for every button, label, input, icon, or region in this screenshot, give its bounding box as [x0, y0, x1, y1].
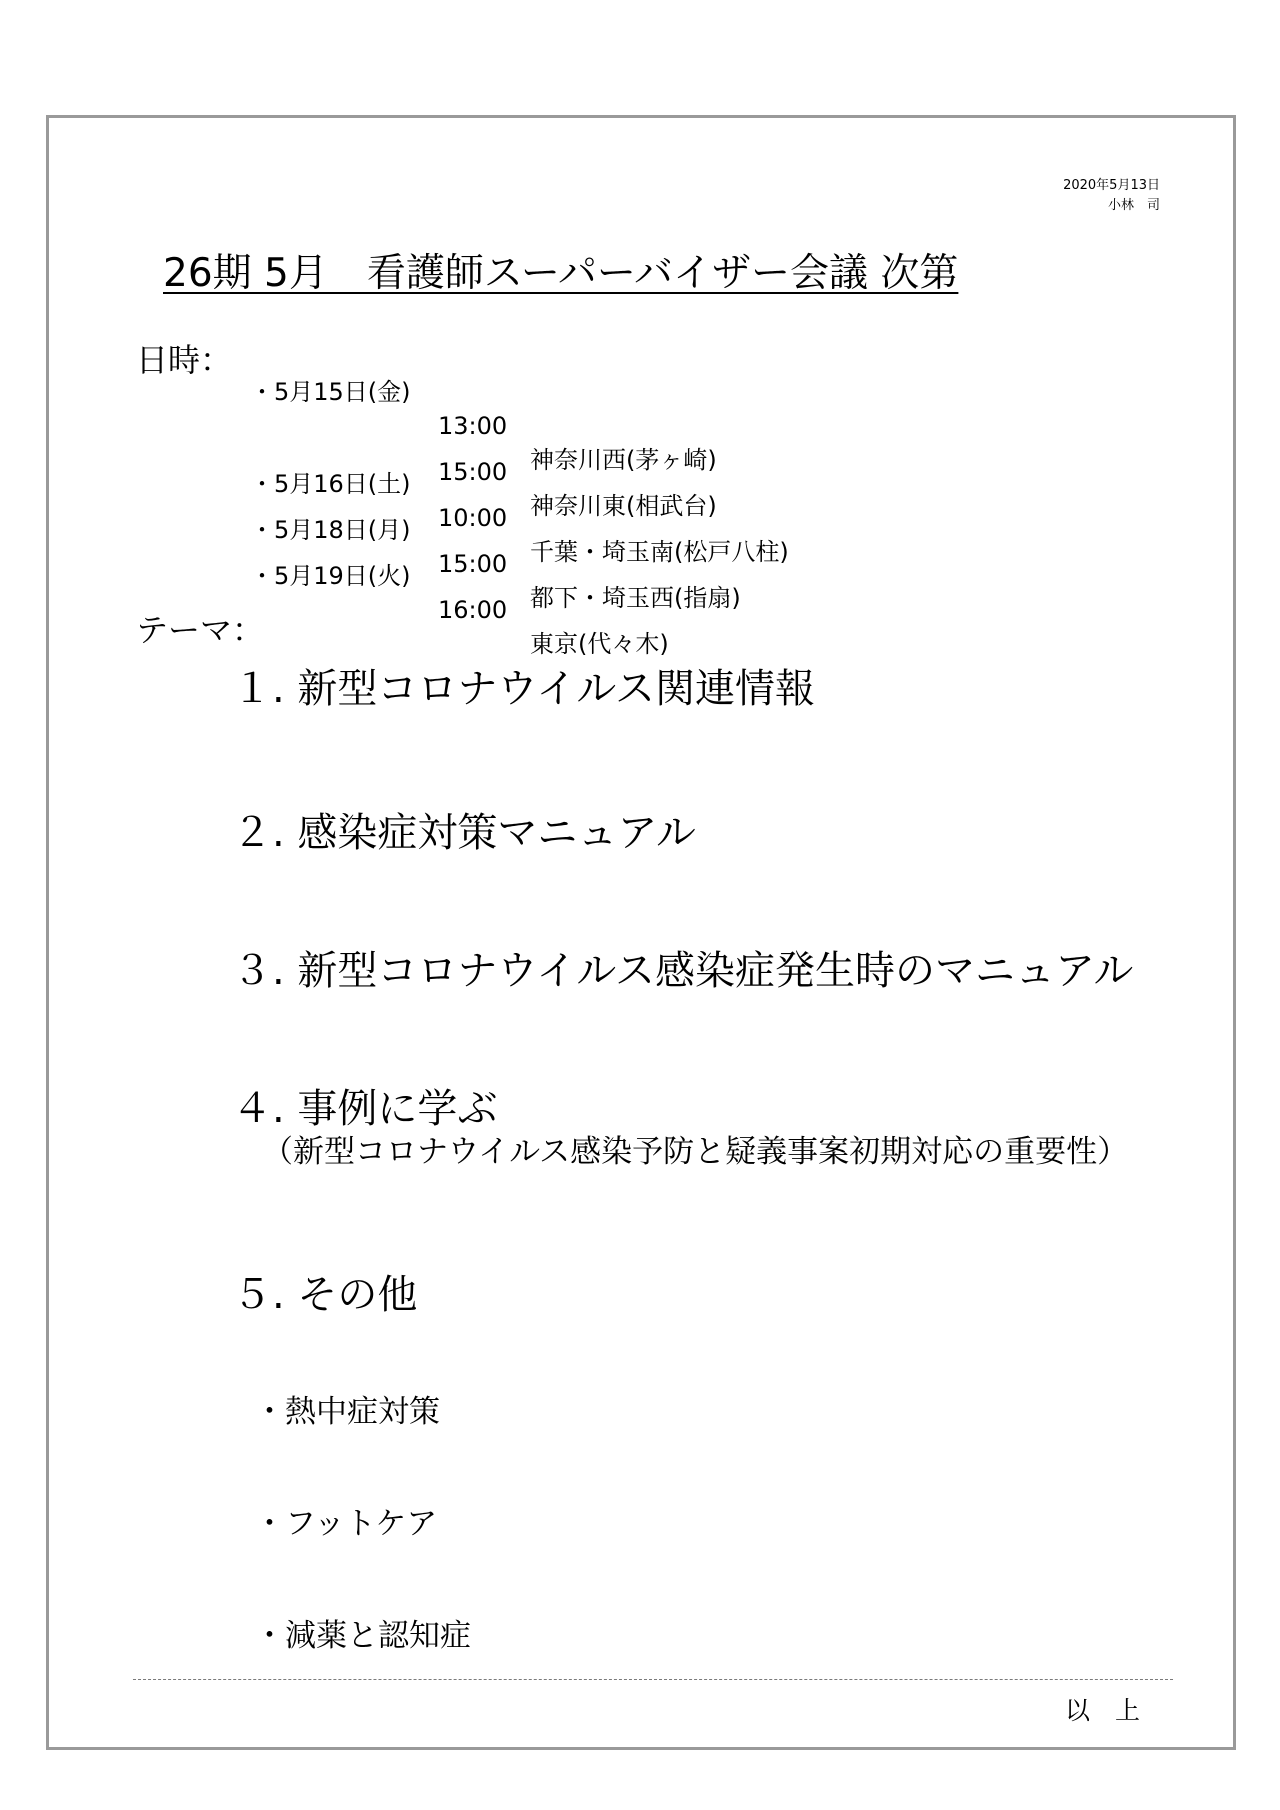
list-item: ・フットケア [254, 1506, 438, 1542]
topic-1: １. 新型コロナウイルス関連情報 [232, 666, 816, 712]
schedule-label: 日時： [136, 341, 233, 379]
schedule-location: 神奈川東(相武台) [530, 492, 717, 520]
document-date: 2020年5月13日 [1063, 178, 1160, 193]
closing-text: 以 上 [1065, 1696, 1141, 1725]
schedule-time: 13:00 [438, 412, 508, 440]
list-item: ・熱中症対策 [254, 1394, 440, 1430]
topic-5-list [254, 1320, 471, 1692]
schedule-time: 15:00 [438, 550, 508, 578]
topic-2: ２. 感染症対策マニュアル [232, 810, 696, 856]
schedule-day: ・5月15日(金) [250, 378, 411, 406]
schedule-time: 16:00 [438, 596, 508, 624]
schedule-day: ・5月18日(月) [250, 516, 411, 544]
schedule-time: 10:00 [438, 504, 508, 532]
schedule-location: 神奈川西(茅ヶ崎) [530, 446, 717, 474]
schedule-day: ・5月16日(土) [250, 470, 411, 498]
topic-4: ４. 事例に学ぶ [232, 1086, 498, 1132]
divider [133, 1679, 1173, 1680]
schedule-location: 都下・埼玉西(指扇) [530, 584, 741, 612]
document-meta [1063, 176, 1160, 216]
schedule-location: 東京(代々木) [530, 630, 669, 658]
topic-3: ３. 新型コロナウイルス感染症発生時のマニュアル [232, 948, 1134, 994]
topic-5: ５. その他 [232, 1272, 418, 1318]
schedule-list [250, 341, 789, 658]
topic-4-note: （新型コロナウイルス感染予防と疑義事案初期対応の重要性） [262, 1134, 1129, 1170]
list-item: ・減薬と認知症 [254, 1618, 471, 1654]
schedule-time: 15:00 [438, 458, 508, 486]
theme-label: テーマ： [136, 611, 265, 649]
document-author: 小林 司 [1107, 198, 1160, 213]
schedule-day: ・5月19日(火) [250, 562, 411, 590]
page-title: 26期 5月 看護師スーパーバイザー会議 次第 [163, 251, 959, 296]
schedule-location: 千葉・埼玉南(松戸八柱) [530, 538, 789, 566]
